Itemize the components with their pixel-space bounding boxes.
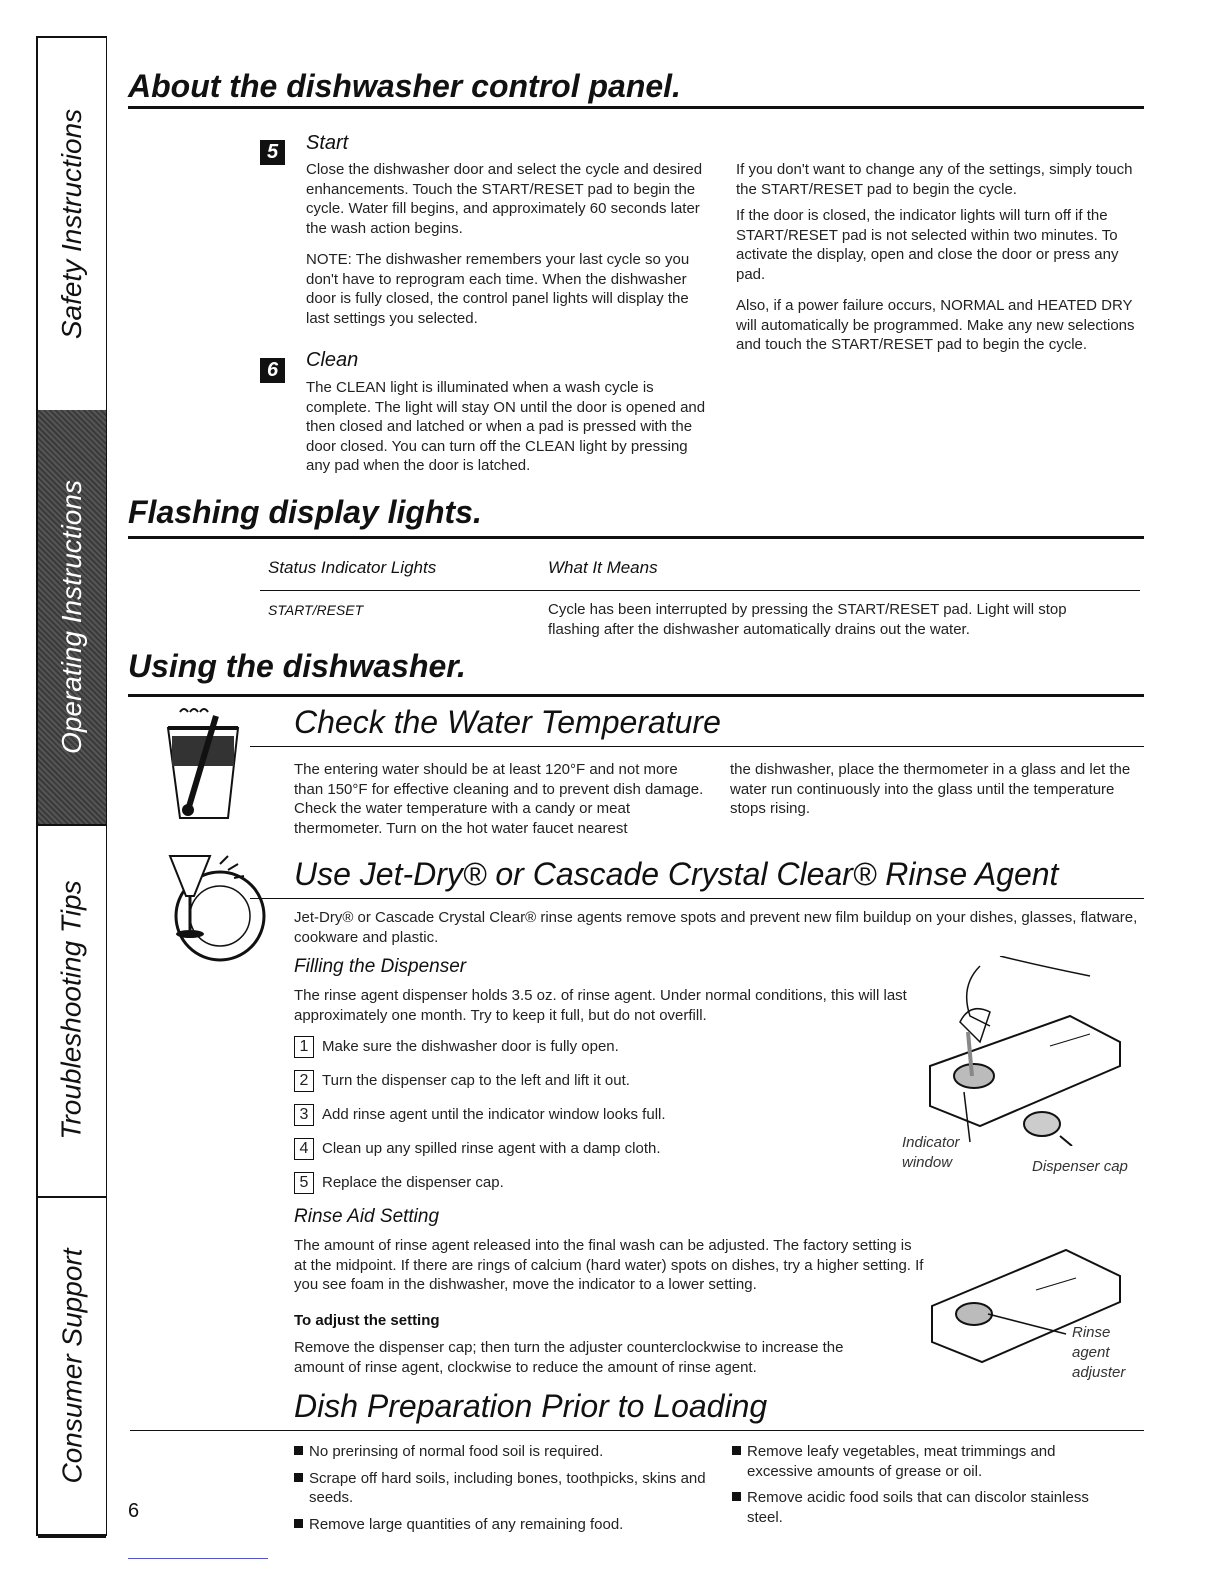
prep-list-right [732,1442,1122,1527]
clean-paragraph: The CLEAN light is illuminated when a wash cycle is complete. The light will stay ON until the door is opened and then closed and latched or when a pad is pressed with the door closed. You can turn off the CLEAN light by pressing any pad when the door is latched. [306,379,706,474]
adjust-setting-heading: To adjust the setting [294,1312,440,1329]
caption-rinse-line1: Rinse [1072,1324,1111,1341]
start-heading: Start [306,132,349,154]
control-right-p1: If you don't want to change any of the settings, simply touch the START/RESET pad to begin the cycle. [736,161,1133,198]
bullet-icon [294,1473,303,1482]
list-item: Remove large quantities of any remaining food. [294,1515,714,1535]
adjust-setting-text: Remove the dispenser cap; then turn the adjuster counterclockwise to increase the amount of rinse agent, clockwise to reduce the amount of rinse agent. [294,1339,844,1376]
list-item: 1 Make sure the dishwasher door is fully open. [294,1036,894,1070]
table-divider [260,590,1140,591]
table-cell-label: START/RESET [268,602,364,618]
caption-dispenser-cap: Dispenser cap [1032,1158,1128,1175]
water-temp-right: the dishwasher, place the thermometer in a glass and let the water run continuously into the glass until the temperature stops rising. [730,761,1131,817]
list-item: 3 Add rinse agent until the indicator window looks full. [294,1104,894,1138]
divider [250,898,1144,899]
section-title-using: Using the dishwasher. [128,648,466,684]
rinse-agent-intro: Jet-Dry® or Cascade Crystal Clear® rinse agents remove spots and prevent new film buildup on your dishes, glasses, flatware, cookware and plastic. [294,909,1138,946]
filling-steps [294,1036,894,1206]
rinse-agent-heading: Use Jet-Dry® or Cascade Crystal Clear® Rinse Agent [294,856,1059,892]
tab-safety-instructions[interactable]: Safety Instructions [38,38,106,412]
start-note: NOTE: The dishwasher remembers your last cycle so you don't have to reprogram each time. When the dishwasher door is fully closed, the control panel lights will display the last settings you selected. [306,251,690,327]
list-item: 2 Turn the dispenser cap to the left and lift it out. [294,1070,894,1104]
rinse-aid-setting-heading: Rinse Aid Setting [294,1206,440,1227]
list-item: Remove acidic food soils that can discolor stainless steel. [732,1488,1122,1527]
bullet-icon [294,1446,303,1455]
footer-line [128,1558,268,1559]
filling-text: The rinse agent dispenser holds 3.5 oz. of rinse agent. Under normal conditions, this will last approximately one month. Try to keep it full, but do not overfill. [294,987,907,1024]
water-temp-left: The entering water should be at least 120°F and not more than 150°F for effective cleaning and to prevent dish damage. Check the water temperature with a candy or meat thermometer. Turn on the hot water faucet nearest [294,761,704,837]
start-paragraph: Close the dishwasher door and select the cycle and desired enhancements. Touch the START/RESET pad to begin the cycle. Water fill begins, and approximately 60 seconds later the wash action begins. [306,161,703,237]
table-header-status: Status Indicator Lights [268,558,437,577]
water-temp-heading: Check the Water Temperature [294,704,721,740]
list-item: 4 Clean up any spilled rinse agent with a damp cloth. [294,1138,894,1172]
list-item: Remove leafy vegetables, meat trimmings and excessive amounts of grease or oil. [732,1442,1122,1481]
filling-heading: Filling the Dispenser [294,956,467,977]
sidebar-nav [36,36,106,1536]
dish-prep-heading: Dish Preparation Prior to Loading [294,1388,768,1424]
divider [128,536,1144,539]
tab-consumer-support[interactable]: Consumer Support [38,1196,106,1538]
prep-list-left [294,1442,714,1534]
step-number-6: 6 [260,358,285,383]
list-item: No prerinsing of normal food soil is required. [294,1442,714,1462]
divider [250,746,1144,747]
thermometer-glass-illustration [158,706,248,826]
step-number-5: 5 [260,140,285,165]
list-item: Scrape off hard soils, including bones, toothpicks, skins and seeds. [294,1469,714,1508]
bullet-icon [732,1446,741,1455]
glass-and-plate-illustration [150,846,270,966]
tab-operating-instructions[interactable]: Operating Instructions [38,410,106,826]
bullet-icon [294,1519,303,1528]
divider [128,106,1144,109]
table-cell-text: Cycle has been interrupted by pressing the START/RESET pad. Light will stop flashing after the dishwasher automatically drains out the water. [548,601,1067,638]
section-title-control-panel: About the dishwasher control panel. [128,68,681,104]
dispenser-fill-illustration [920,956,1130,1146]
page-number: 6 [128,1500,140,1522]
divider [130,1430,1144,1431]
rinse-aid-setting-text: The amount of rinse agent released into the final wash can be adjusted. The factory setting is at the midpoint. If there are rings of calcium (hard water) spots on dishes, try a higher setting. If you see foam in the dishwasher, move the indicator to a lower setting. [294,1237,924,1293]
caption-indicator-line1: Indicator [902,1134,960,1151]
control-right-p2: If the door is closed, the indicator lights will turn off if the START/RESET pad is not selected within two minutes. To activate the display, open and close the door or press any pad. [736,207,1119,283]
caption-indicator-line2: window [902,1154,953,1171]
tab-troubleshooting-tips[interactable]: Troubleshooting Tips [38,824,106,1198]
caption-rinse-line3: adjuster [1072,1364,1126,1381]
bullet-icon [732,1492,741,1501]
caption-rinse-line2: agent [1072,1344,1110,1361]
sidebar-divider [106,36,107,1536]
section-title-flashing: Flashing display lights. [128,494,482,530]
table-header-meaning: What It Means [548,558,658,577]
list-item: 5 Replace the dispenser cap. [294,1172,894,1206]
clean-heading: Clean [306,349,359,371]
control-right-p3: Also, if a power failure occurs, NORMAL and HEATED DRY will automatically be programmed. Make any new selections and touch the START/RESET pad to begin the cycle. [736,297,1135,353]
divider [128,694,1144,697]
